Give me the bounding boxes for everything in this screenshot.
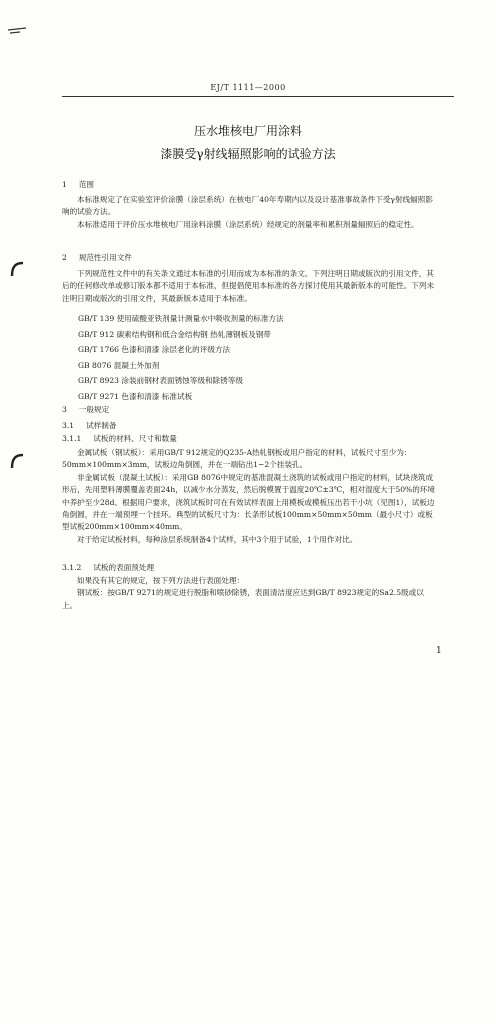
clause-title: 试样制备 — [86, 421, 117, 430]
paragraph: 本标准适用于评价压水堆核电厂用涂料涂膜（涂层系统）经规定的剂量率和累积剂量辐照后的稳定性。 — [77, 219, 419, 229]
reference-item: GB 8076 混凝土外加剂 — [78, 360, 160, 370]
section-number: 1 — [62, 180, 67, 189]
reference-item: GB/T 139 使用硫酸亚铁剂量计测量水中吸收剂量的标准方法 — [78, 314, 284, 323]
clause-number: 3.1 — [62, 421, 75, 430]
clause-3-1-2-body — [62, 575, 438, 612]
scan-mark-top-left — [6, 24, 30, 38]
reference-item: GB/T 9271 色漆和清漆 标准试板 — [78, 391, 193, 401]
paragraph-specimen-count: 对于给定试板材料，每种涂层系统制备4个试样，其中3个用于试验，1个用作对比。 — [77, 534, 358, 544]
clause-3-1-1-heading — [62, 434, 189, 444]
clause-3-1-1-body — [62, 447, 438, 546]
punch-hole-mark-1 — [9, 260, 25, 280]
normative-references-list — [78, 311, 284, 405]
section-2-body — [62, 268, 438, 305]
reference-item: GB/T 912 碳素结构钢和低合金结构钢 热轧薄钢板及钢带 — [78, 329, 271, 339]
clause-3-1-2-heading — [62, 563, 166, 573]
section-title: 规范性引用文件 — [78, 253, 132, 262]
paragraph: 下列规范性文件中的有关条文通过本标准的引用而成为本标准的条文。下列注明日期或版次的引用文件，其后的任何修改单或修订版本都不适用于本标准，但提倡使用本标准的各方探讨使用其最新版本的可能性。下列未注明日期或版次的引用文件，其最新版本适用于本标准。 — [62, 269, 435, 303]
paragraph: 如果没有其它的规定，按下列方法进行表面处理： — [77, 576, 245, 585]
section-2-heading — [62, 253, 144, 263]
paragraph: 钢试板：按GB/T 9271的规定进行脱脂和喷砂除锈，表面清洁度应达到GB/T 8923规定的Sa2.5级或以上。 — [62, 588, 424, 610]
clause-number: 3.1.2 — [62, 563, 82, 572]
section-3-heading — [62, 405, 121, 415]
section-1-heading — [62, 180, 106, 190]
reference-item: GB/T 8923 涂装前钢材表面锈蚀等级和除锈等级 — [78, 376, 243, 386]
standard-code-header: EJ/T 1111—2000 — [210, 83, 286, 92]
section-number: 2 — [62, 253, 67, 262]
paragraph-concrete-panel: 非金属试板（混凝土试板）：采用GB 8076中规定的基准混凝土浇筑的试板或用户指定的材料，试块浇筑成形后，先用塑料薄膜覆盖表面24h，以减少水分蒸发，然后脱模置于温度20℃±3℃，相对湿度大于50%的环境中养护至少28d。根据用户要求，浇筑试板时可在有效试样表面上用模板或模板压出若干小坑（见图1），试板边角倒圆，并在一端预埋一个挂环。典型的试板尺寸为：长条形试板100mm×50mm×50mm（最小尺寸）或板型试板200mm×100mm×40mm。 — [62, 472, 436, 532]
paragraph-steel-panel: 金属试板（钢试板）：采用GB/T 912规定的Q235-A热轧钢板或用户指定的材料，试板尺寸至少为：50mm×100mm×3mm，试板边角倒圆，并在一端钻出1~2个挂装孔。 — [62, 448, 412, 470]
section-title: 一般规定 — [78, 405, 110, 414]
paragraph: 本标准规定了在实验室评价涂膜（涂层系统）在核电厂40年寿期内以及设计基准事故条件下受γ射线辐照影响的试验方法。 — [62, 195, 433, 217]
reference-item: GB/T 1766 色漆和清漆 涂层老化的评级方法 — [78, 345, 231, 355]
clause-title: 试板的材料、尺寸和数量 — [93, 434, 177, 443]
page-number: 1 — [436, 646, 442, 656]
section-number: 3 — [62, 405, 67, 414]
title-line-2: 漆膜受γ射线辐照影响的试验方法 — [160, 147, 336, 161]
clause-title: 试板的表面预处理 — [93, 563, 155, 572]
section-1-body — [62, 194, 438, 231]
section-title: 范围 — [78, 180, 95, 189]
header-rule — [62, 96, 454, 97]
punch-hole-mark-2 — [9, 452, 25, 472]
title-line-1: 压水堆核电厂用涂料 — [193, 124, 302, 138]
clause-3-1-heading — [62, 421, 128, 431]
clause-number: 3.1.1 — [62, 434, 82, 443]
